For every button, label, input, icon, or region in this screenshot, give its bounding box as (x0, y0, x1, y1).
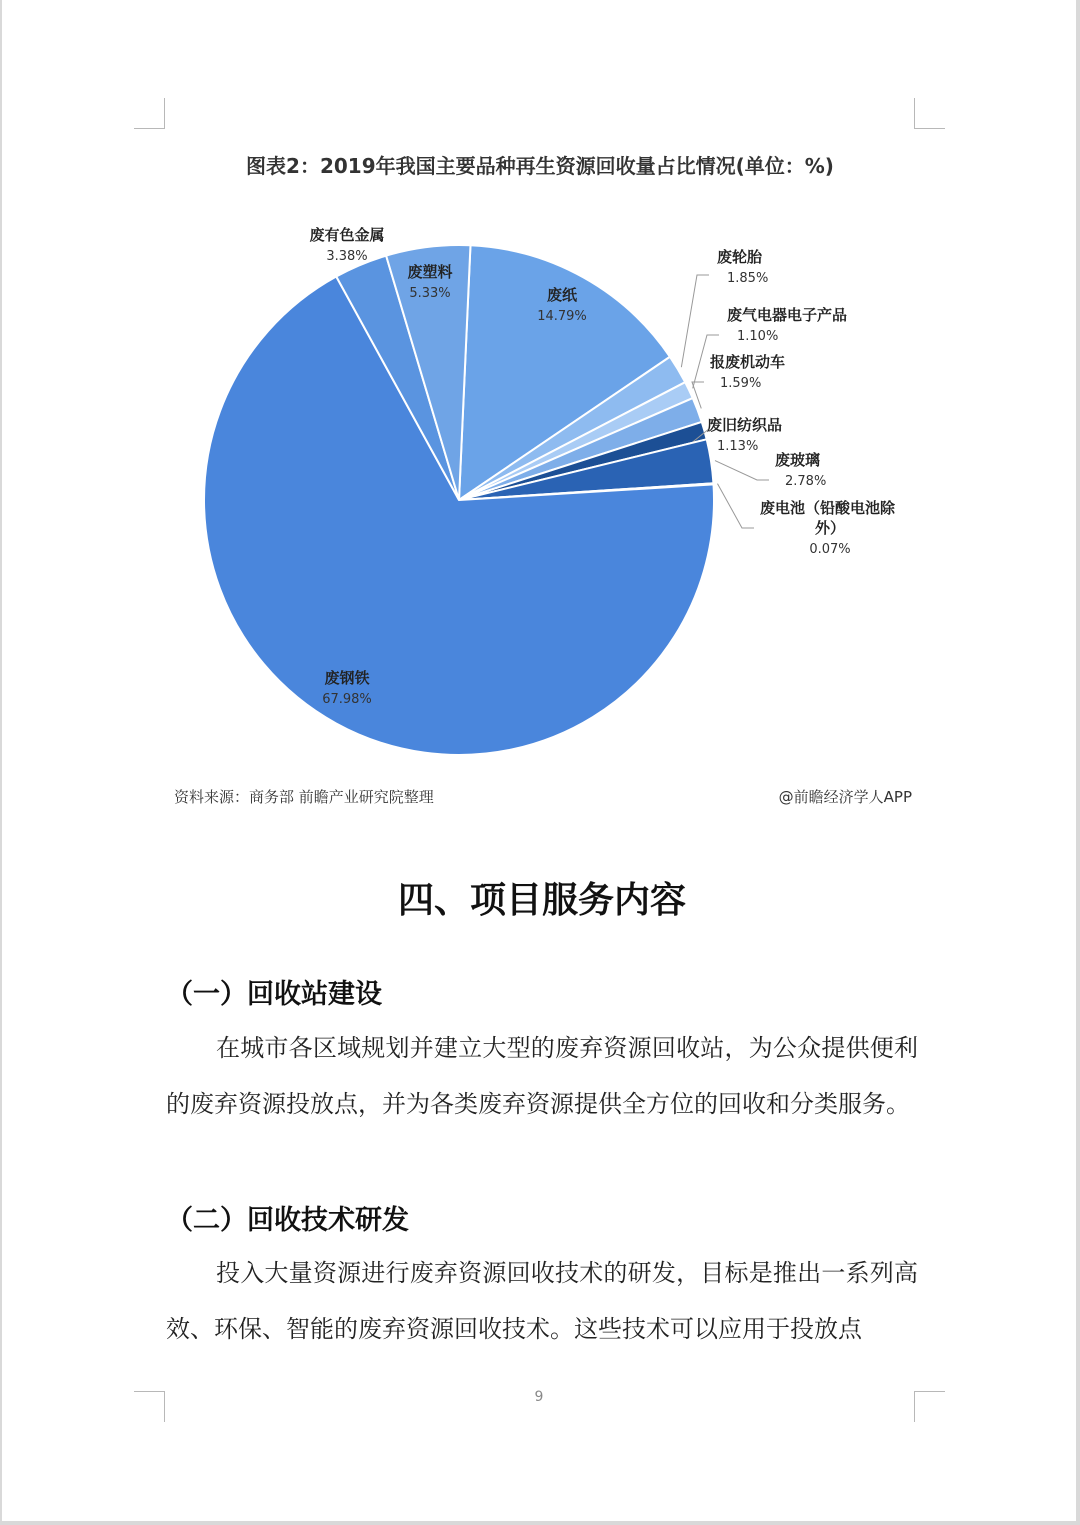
crop-mark-top-right (914, 98, 945, 129)
subsection-heading-1: （一）回收站建设 (166, 979, 382, 1010)
slice-value-label: 14.79% (537, 309, 587, 324)
slice-name-label: 废塑料 (407, 263, 453, 281)
slice-value-label: 3.38% (326, 249, 368, 264)
slice-name-label: 废轮胎 (717, 248, 763, 266)
document-page (2, 0, 1076, 1521)
slice-name-label: 废纸 (546, 286, 578, 304)
pie-chart (162, 200, 922, 780)
crop-mark-top-left (134, 98, 165, 129)
slice-name-label: 报废机动车 (710, 353, 786, 371)
leader-line (715, 461, 769, 480)
slice-value-label: 1.59% (720, 376, 762, 391)
slice-value-label: 67.98% (322, 692, 372, 707)
leader-line (717, 484, 754, 528)
slice-name-label: 废气电器电子产品 (727, 306, 848, 324)
slice-value-label: 2.78% (785, 474, 827, 489)
slice-value-label: 1.85% (727, 271, 769, 286)
slice-value-label: 1.13% (717, 439, 759, 454)
chart-credit: @前瞻经济学人APP (778, 788, 912, 806)
slice-value-label: 1.10% (737, 329, 779, 344)
chart-title: 图表2：2019年我国主要品种再生资源回收量占比情况(单位：%) (246, 154, 834, 178)
slice-name-label: 废玻璃 (775, 451, 821, 469)
slice-value-label: 0.07% (809, 542, 851, 557)
chart-source: 资料来源：商务部 前瞻产业研究院整理 (174, 788, 434, 806)
section-title: 四、项目服务内容 (397, 879, 686, 921)
subsection-paragraph-1: 在城市各区域规划并建立大型的废弃资源回收站，为公众提供便利的废弃资源投放点，并为各类废弃资源提供全方位的回收和分类服务。 (166, 1034, 918, 1118)
slice-name-label: 废电池（铅酸电池除外） (760, 499, 896, 537)
subsection-paragraph-2: 投入大量资源进行废弃资源回收技术的研发，目标是推出一系列高效、环保、智能的废弃资源回收技术。这些技术可以应用于投放点 (166, 1259, 918, 1343)
page-number: 9 (534, 1389, 544, 1405)
leader-line (681, 275, 709, 367)
slice-value-label: 5.33% (409, 286, 451, 301)
slice-name-label: 废旧纺织品 (707, 416, 783, 434)
slice-name-label: 废钢铁 (324, 669, 370, 687)
subsection-heading-2: （二）回收技术研发 (166, 1205, 409, 1236)
slice-name-label: 废有色金属 (309, 226, 385, 244)
